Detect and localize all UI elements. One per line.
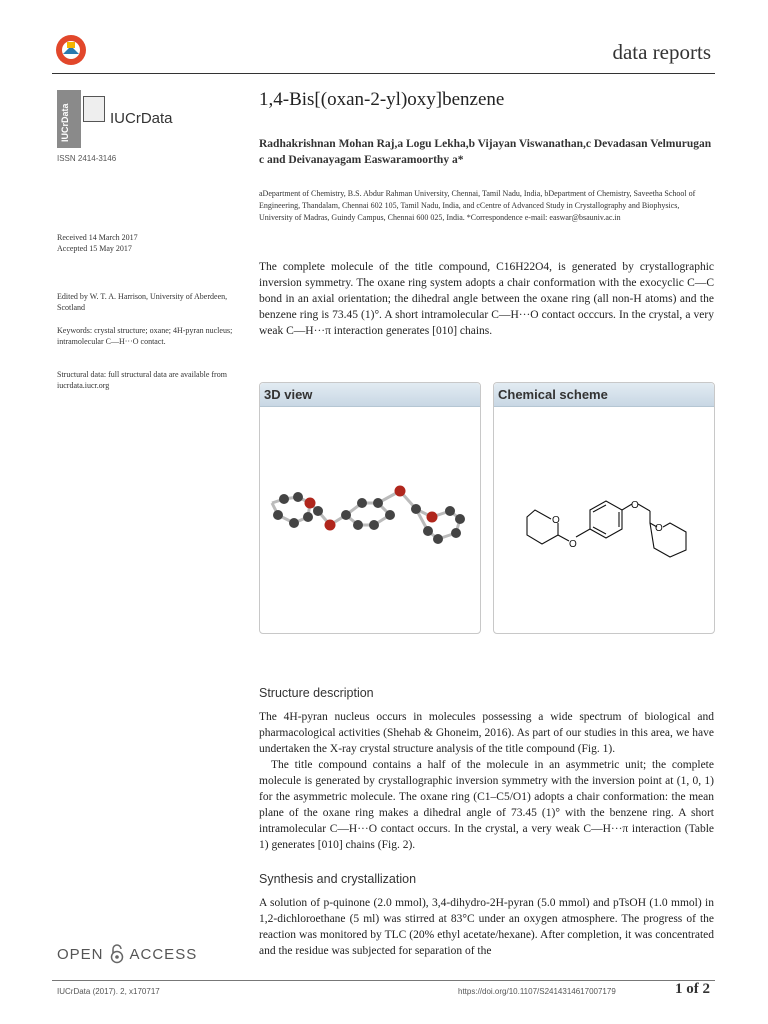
synthesis-text: A solution of p-quinone (2.0 mmol), 3,4-dihydro-2H-pyran (5.0 mmol) and pTsOH (1.0 mmol) in 1,2-dichloroethane (5 ml) was stirred at 83°C under an oxygen atmosphere. The progress of the reaction was monitored by TLC (20% ethyl acetate/hexane). After completion, it was concentrated and the residue was subjected for separation of the <box>259 897 714 957</box>
section-heading-structure: Structure description <box>259 686 374 700</box>
authors: Radhakrishnan Mohan Raj,a Logu Lekha,b Vijayan Viswanathan,c Devadasan Velmurugan c and Deivanayagam Easwaramoorthy a* <box>259 138 712 166</box>
chemical-scheme-title: Chemical scheme <box>498 387 608 402</box>
accepted-date: Accepted 15 May 2017 <box>57 244 132 253</box>
paragraph: The title compound contains a half of the molecule in an asymmetric unit; the complete molecule is generated by crystallographic inversion symmetry with the inversion point at (1, 0, 1) for the asymmetric molecule. The oxane ring (C1–C5/O1) adopts a chair conformation: the mean plane of the oxane ring makes a dihedral angle of 73.45 (1)° with the benzene ring. A short intramolecular C—H···O contact occurs. In the crystal, a very weak C—H···π interaction (Table 1) generates [010] chains (Fig. 2). <box>259 759 714 851</box>
section-heading-synthesis: Synthesis and crystallization <box>259 872 417 886</box>
header-rule <box>52 73 715 74</box>
keywords-label: Keywords: <box>57 326 93 335</box>
paragraph: The 4H-pyran nucleus occurs in molecules possessing a wide spectrum of biological and pharmacological activities (Shehab & Ghoneim, 2016). As part of our studies in this area, we have undertaken the X-ray crystal structure analysis of the title compound (Fig. 1). <box>259 711 714 755</box>
paper-title: 1,4-Bis[(oxan-2-yl)oxy]benzene <box>259 89 505 110</box>
book-icon <box>83 96 105 122</box>
3d-view-header <box>260 383 480 407</box>
chemical-scheme-header <box>494 383 714 407</box>
structure-description-text <box>259 709 714 853</box>
oxygen-label: O <box>655 523 663 534</box>
open-label: OPEN <box>57 945 104 963</box>
affiliations: aDepartment of Chemistry, B.S. Abdur Rahman University, Chennai, Tamil Nadu, India, bDepartment of Chemistry, Saveetha School of Engineering, Thandalam, Chennai 602 105, Tamil Nadu, India, and cCentre of Advanced Study in Crystallography and Biophysics, University of Madras, Guindy Campus, Chennai 600 025, India. *Correspondence e-mail: easwar@bsauniv.ac.in <box>259 189 696 222</box>
received-date: Received 14 March 2017 <box>57 233 138 242</box>
structural-label: Structural data: <box>57 370 107 379</box>
open-lock-icon <box>109 944 125 964</box>
access-label: ACCESS <box>129 945 198 963</box>
journal-logo[interactable] <box>57 90 183 156</box>
footer-rule <box>52 980 715 981</box>
footer-citation: IUCrData (2017). 2, x170717 <box>57 987 160 996</box>
open-access-badge <box>57 944 197 964</box>
doi-link[interactable]: https://doi.org/10.1107/S2414314617007179 <box>458 987 616 996</box>
molecule-3d-model[interactable] <box>260 407 480 633</box>
issn: ISSN 2414-3146 <box>57 154 117 163</box>
oxygen-label: O <box>631 500 639 511</box>
oxygen-label: O <box>552 515 560 526</box>
keywords <box>57 325 242 347</box>
oxygen-label: O <box>569 539 577 550</box>
section-label: data reports <box>612 40 711 64</box>
edited-by: Edited by W. T. A. Harrison, University of Aberdeen, Scotland <box>57 292 228 312</box>
keywords-text: crystal structure; oxane; 4H-pyran nucleus; intramolecular C—H···O contact. <box>57 326 233 346</box>
chemical-scheme-panel[interactable] <box>493 382 715 634</box>
structural-text[interactable]: full structural data are available from iucrdata.iucr.org <box>57 370 227 390</box>
crossmark-icon[interactable] <box>55 34 87 66</box>
page-number: 1 of 2 <box>675 981 710 997</box>
3d-view-panel[interactable] <box>259 382 481 634</box>
abstract: The complete molecule of the title compound, C16H22O4, is generated by crystallographic inversion symmetry. The oxane ring system adopts a chair conformation with the exocyclic C—C bond in an axial orientation; the dihedral angle between the oxane ring (all non-H atoms) and the benzene ring is 73.45 (1)°. A short intramolecular C—H···O contact occcurs. In the crystal, a very weak C—H···π interaction generates [010] chains. <box>259 261 714 337</box>
journal-spine: IUCrData <box>57 90 81 148</box>
3d-view-title: 3D view <box>264 387 313 402</box>
journal-name: IUCrData <box>110 110 173 127</box>
structural-data <box>57 369 242 391</box>
chemical-structure-diagram <box>494 407 714 633</box>
dates <box>57 232 242 254</box>
